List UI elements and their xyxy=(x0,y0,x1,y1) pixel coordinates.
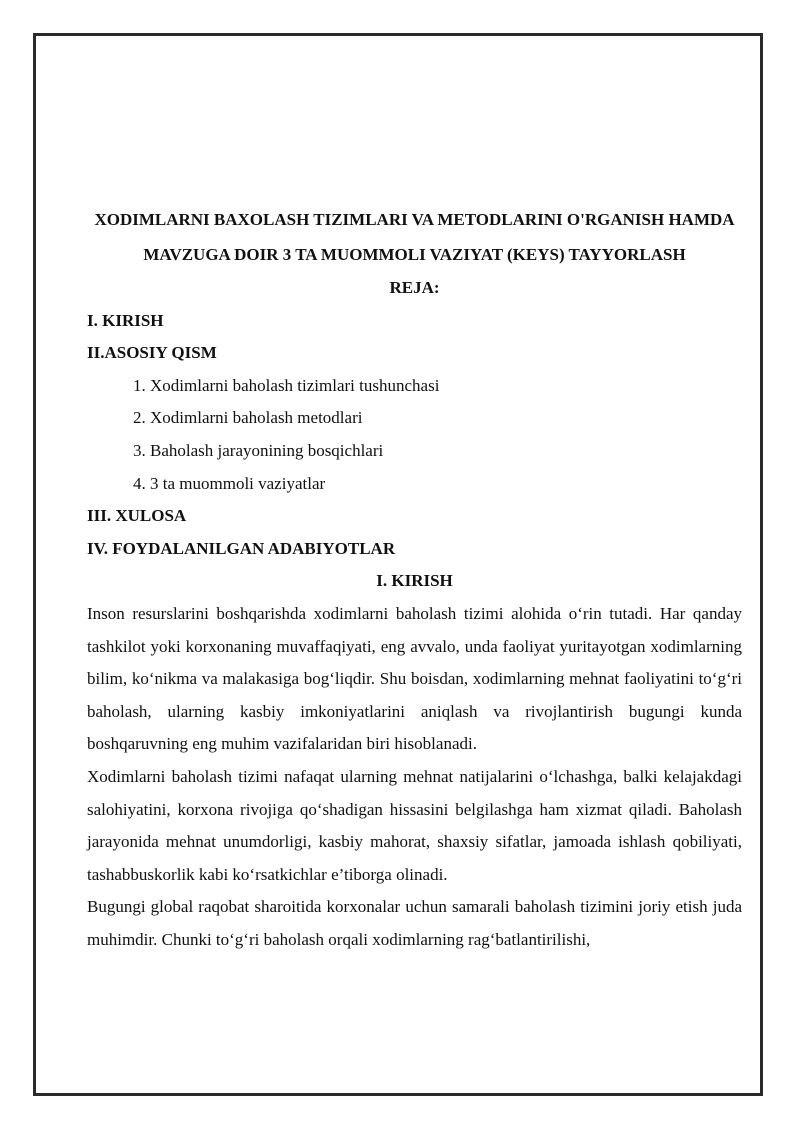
plan-item: 2. Xodimlarni baholash metodlari xyxy=(133,408,363,428)
plan-conclusion: III. XULOSA xyxy=(87,506,187,526)
plan-item: 1. Xodimlarni baholash tizimlari tushunchasi xyxy=(133,375,440,395)
plan-item: 3. Baholash jarayonining bosqichlari xyxy=(133,440,384,460)
document-title: XODIMLARNI BAXOLASH TIZIMLARI VA METODLARINI O'RGANISH HAMDA MAVZUGA DOIR 3 TA MUOMMOLI VAZIYAT (KEYS) TAYYORLASH xyxy=(94,210,735,264)
document-body xyxy=(87,202,742,956)
section-heading: I. KIRISH xyxy=(376,571,453,591)
paragraph: Bugungi global raqobat sharoitida korxonalar uchun samarali baholash tizimini joriy etish juda muhimdir. Chunki to‘g‘ri baholash orqali xodimlarning rag‘batlantirilishi, xyxy=(87,897,742,949)
plan-intro: I. KIRISH xyxy=(87,310,164,330)
plan-heading: REJA: xyxy=(389,278,440,297)
paragraph: Xodimlarni baholash tizimi nafaqat ularning mehnat natijalarini o‘lchashga, balki kelajakdagi salohiyatini, korxona rivojiga qo‘shadigan hissasini belgilashga ham xizmat qiladi. Baholash jarayonida mehnat unumdorligi, kasbiy mahorat, shaxsiy sifatlar, jamoada ishlash qobiliyati, tashabbuskorlik kabi ko‘rsatkichlar e’tiborga olinadi. xyxy=(87,766,742,884)
plan-item: 4. 3 ta muommoli vaziyatlar xyxy=(133,473,326,493)
plan-references: IV. FOYDALANILGAN ADABIYOTLAR xyxy=(87,538,396,558)
paragraph: Inson resurslarini boshqarishda xodimlarni baholash tizimi alohida o‘rin tutadi. Har qanday tashkilot yoki korxonaning muvaffaqiyati, eng avvalo, unda faoliyat yuritayotgan xodimlarning bilim, ko‘nikma va malakasiga bog‘liqdir. Shu boisdan, xodimlarning mehnat faoliyatini to‘g‘ri baholash, ularning kasbiy imkoniyatlarini aniqlash va rivojlantirish bugungi kunda boshqaruvning eng muhim vazifalaridan biri hisoblanadi. xyxy=(87,603,742,754)
plan-main: II.ASOSIY QISM xyxy=(87,343,217,363)
